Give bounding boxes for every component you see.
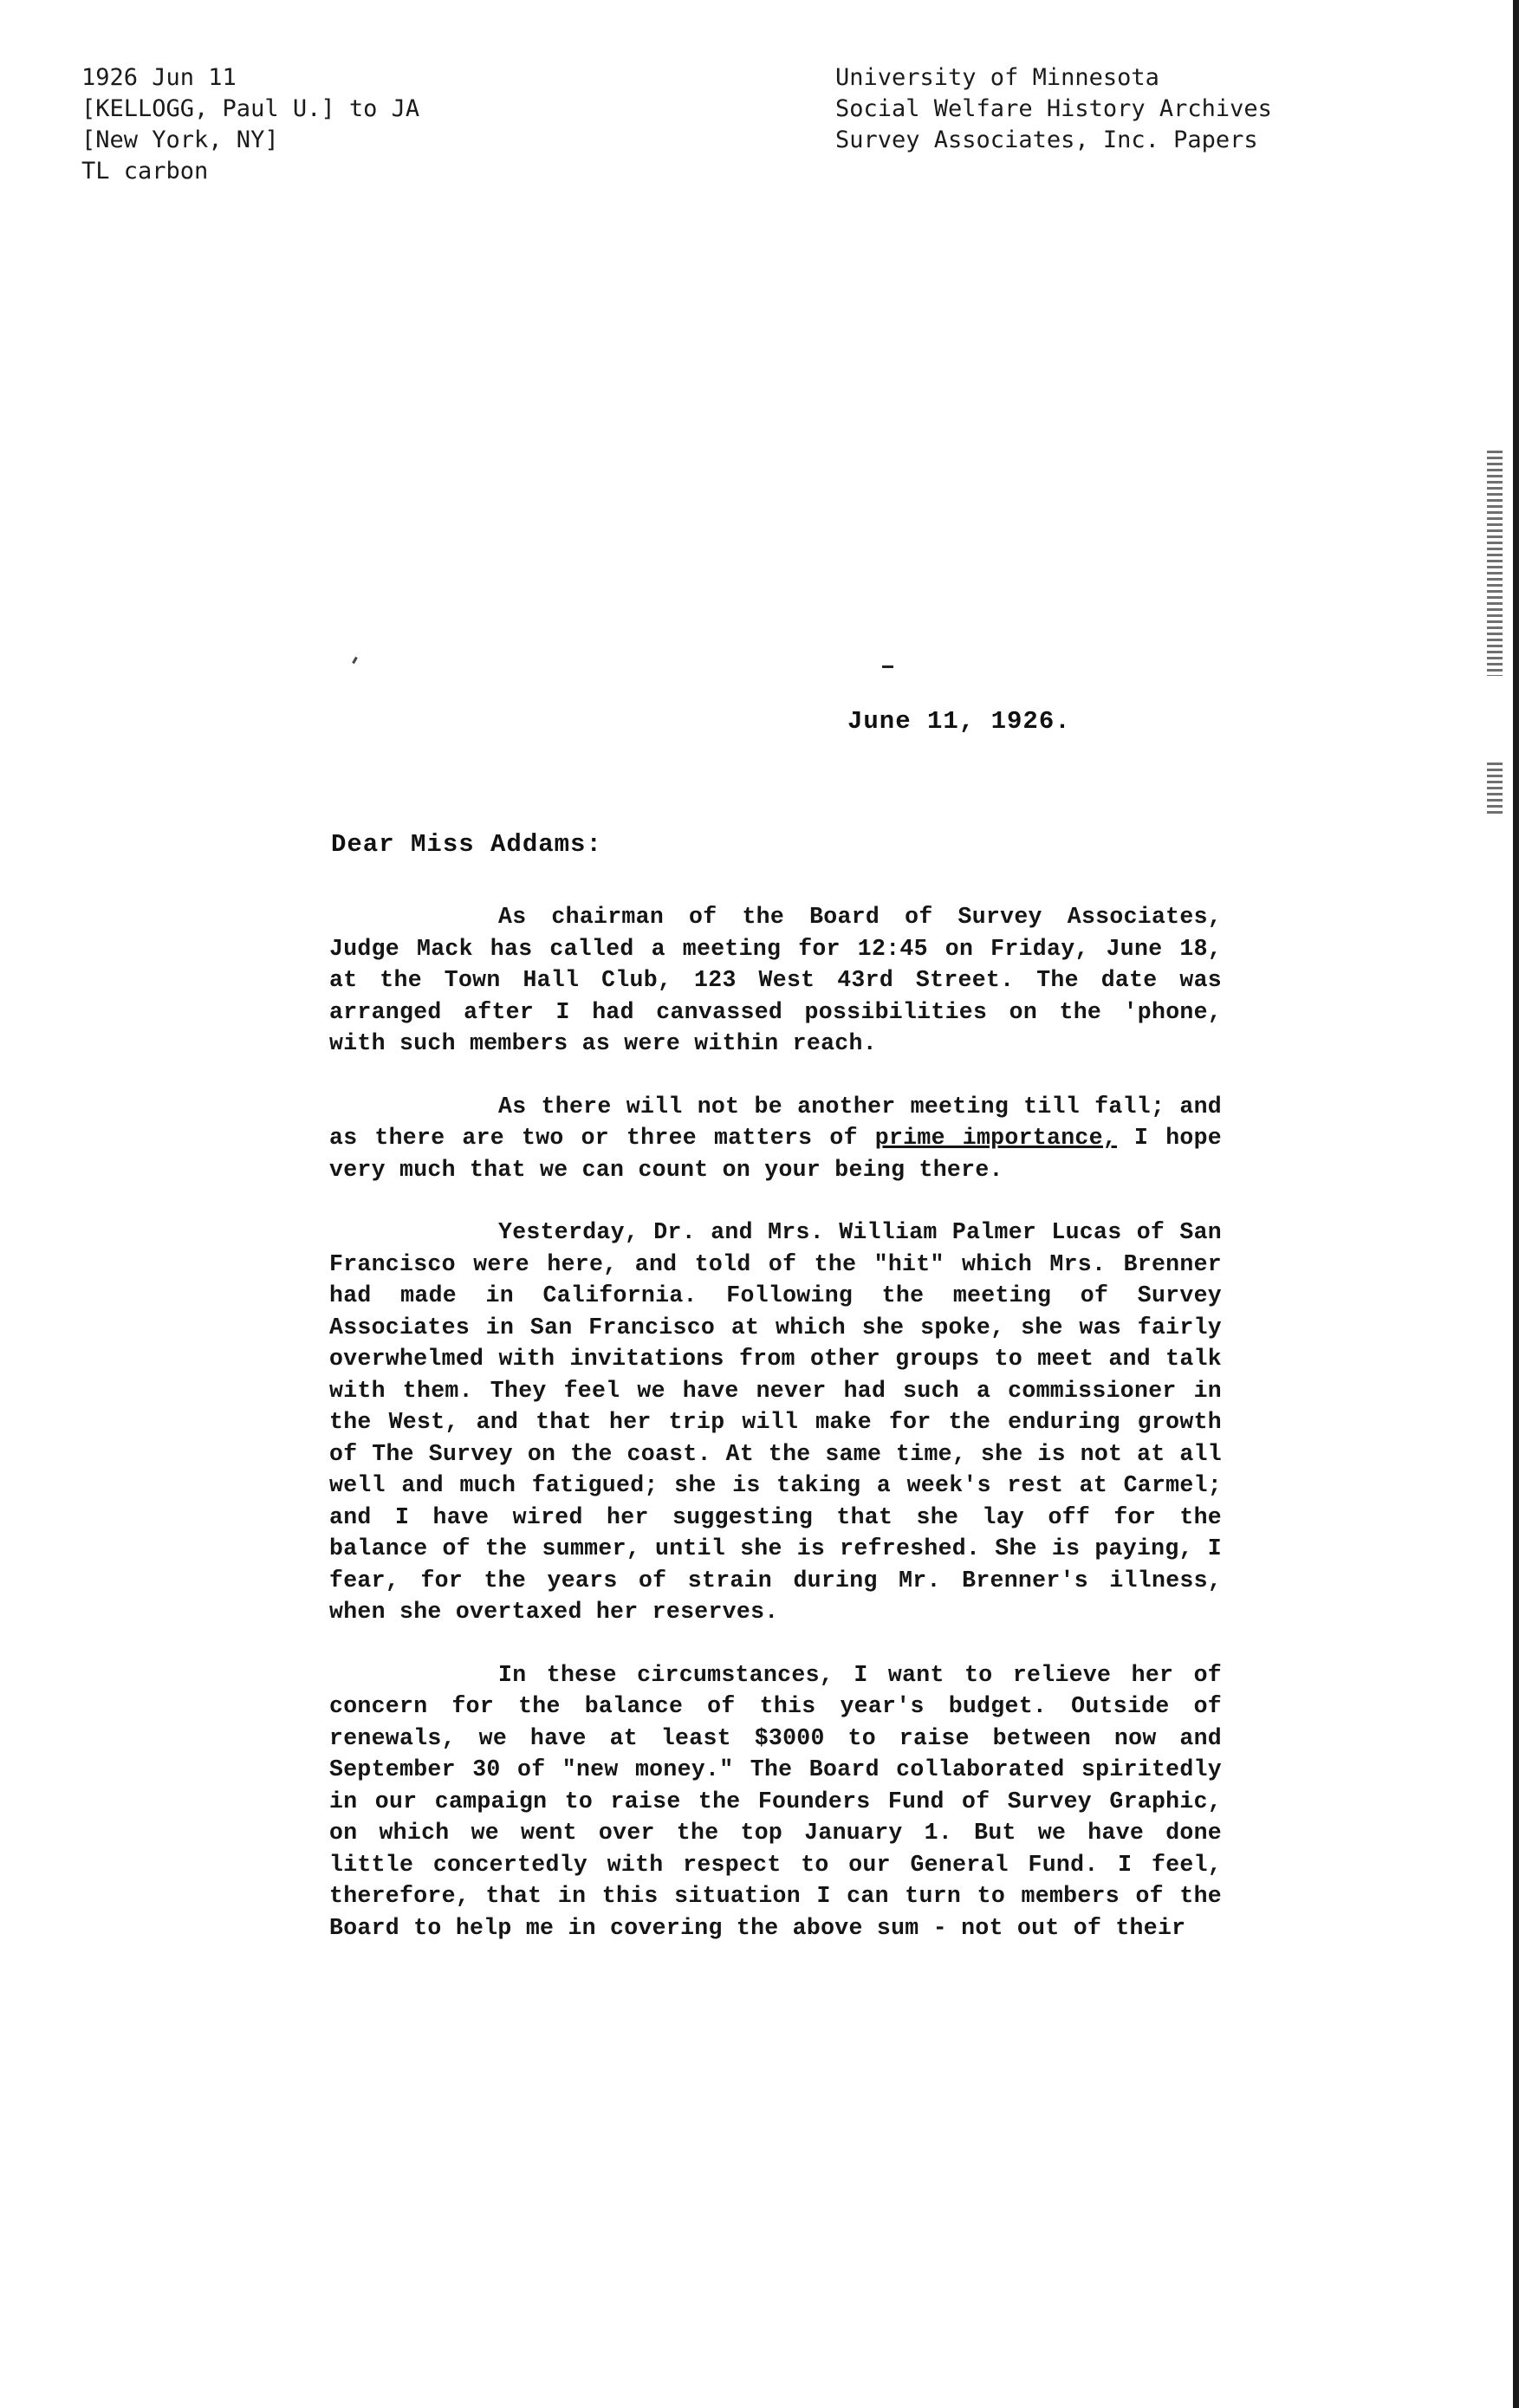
meta-format: TL carbon [81, 158, 209, 185]
margin-scan-mark [1487, 451, 1503, 676]
letter-body [329, 901, 1222, 1975]
underlined-phrase: prime importance, [874, 1125, 1118, 1151]
paragraph-text: As there will not be another meeting till fall; and as there are two or three matters of [329, 1093, 1222, 1151]
scan-edge [1513, 0, 1519, 2408]
meta-correspondents: [KELLOGG, Paul U.] to JA [81, 95, 420, 122]
paragraph-budget: In these circumstances, I want to relieve her of concern for the balance of this year's budget. Outside of renewals, we have at least $3000 to raise between now and September 30 of "new money." The Board collaborated spiritedly in our campaign to raise the Founders Fund of Survey Graphic, on which we went over the top January 1. But we have done little concertedly with respect to our General Fund. I feel, therefore, that in this situation I can turn to members of the Board to help me in covering the above sum - not out of their [329, 1661, 1222, 1941]
meta-archive: Social Welfare History Archives [835, 95, 1272, 122]
stray-mark [882, 665, 893, 668]
meta-institution: University of Minnesota [835, 64, 1159, 91]
stray-mark [352, 657, 358, 664]
paragraph-text: I hope very much that we can count on your being there. [329, 1125, 1223, 1183]
meta-collection: Survey Associates, Inc. Papers [835, 127, 1258, 153]
letter-date: June 11, 1926. [847, 707, 1071, 736]
archive-metadata-right [835, 62, 1272, 156]
paragraph-brenner: Yesterday, Dr. and Mrs. William Palmer Lucas of San Francisco were here, and told of the "hit" which Mrs. Brenner had made in California. Following the meeting of Survey Associates in San Francisco at which she spoke, she was fairly overwhelmed with invitations from other groups to meet and talk with them. They feel we have never had such a commissioner in the West, and that her trip will make for the enduring growth of The Survey on the coast. At the same time, she is not at all well and much fatigued; she is taking a week's rest at Carmel; and I have wired her suggesting that she lay off for the balance of the summer, until she is refreshed. She is paying, I fear, for the years of strain during Mr. Brenner's illness, when she overtaxed her reserves. [329, 1219, 1222, 1625]
paragraph-attendance [329, 1091, 1222, 1186]
meta-date: 1926 Jun 11 [81, 64, 237, 91]
archive-metadata-left [81, 62, 419, 187]
margin-scan-mark [1487, 763, 1503, 815]
meta-place: [New York, NY] [81, 127, 279, 153]
paragraph-meeting: As chairman of the Board of Survey Associates, Judge Mack has called a meeting for 12:45 on Friday, June 18, at the Town Hall Club, 123 West 43rd Street. The date was arranged after I had canvassed possibilities on the 'phone, with such members as were within reach. [329, 904, 1222, 1056]
letter-salutation: Dear Miss Addams: [331, 830, 602, 859]
